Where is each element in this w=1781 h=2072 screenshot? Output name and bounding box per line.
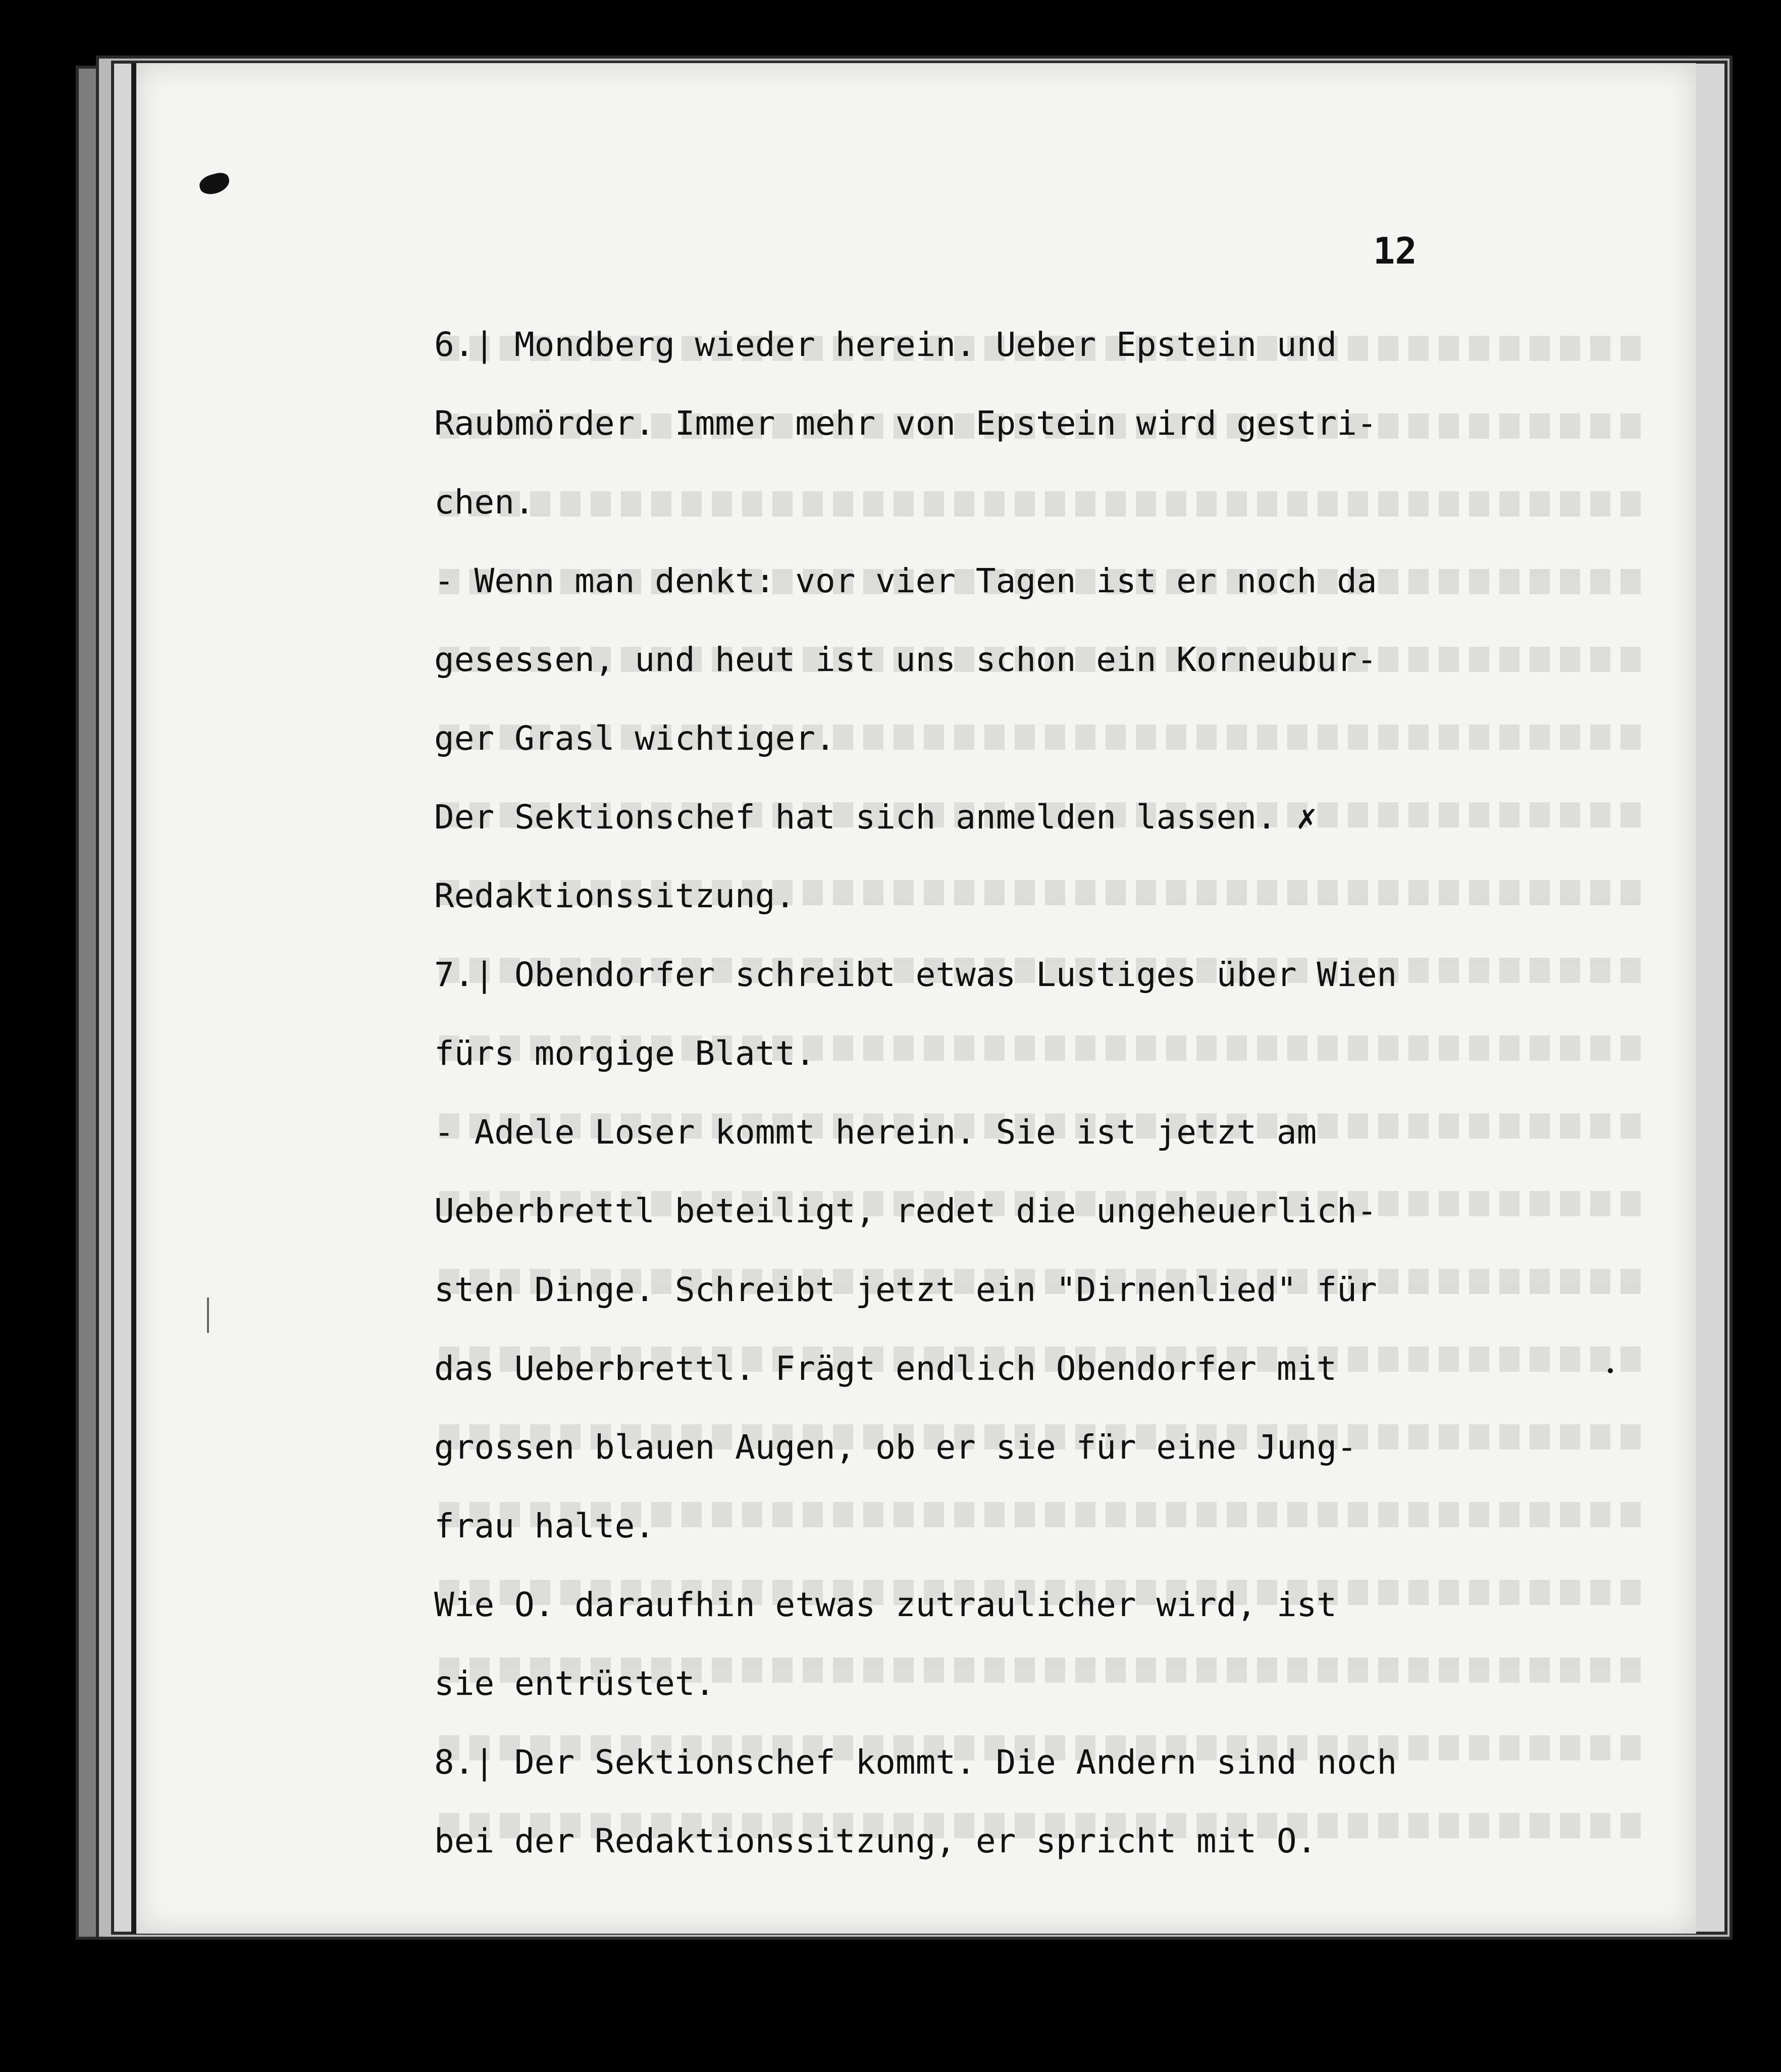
text-line: frau halte.: [434, 1507, 655, 1545]
text-line: chen.: [434, 483, 535, 522]
text-line: 7.| Obendorfer schreibt etwas Lustiges über Wien: [434, 955, 1397, 994]
text-line: sie entrüstet.: [434, 1664, 715, 1703]
text-line: ger Grasl wichtiger.: [434, 719, 835, 758]
text-line: das Ueberbrettl. Frägt endlich Obendorfer mit: [434, 1349, 1337, 1388]
text-line: - Adele Loser kommt herein. Sie ist jetzt am: [434, 1113, 1317, 1152]
text-line: fürs morgige Blatt.: [434, 1034, 815, 1073]
text-line: - Wenn man denkt: vor vier Tagen ist er noch da: [434, 561, 1377, 600]
text-line: 6.| Mondberg wieder herein. Ueber Epstein und: [434, 325, 1337, 364]
text-line: Der Sektionschef hat sich anmelden lassen. ✗: [434, 798, 1317, 837]
text-line: 8.| Der Sektionschef kommt. Die Andern sind noch: [434, 1743, 1397, 1782]
ink-dot: [1608, 1368, 1613, 1373]
text-line: bei der Redaktionssitzung, er spricht mit O.: [434, 1822, 1317, 1860]
page-number: 12: [1373, 230, 1417, 272]
text-line: Wie O. daraufhin etwas zutraulicher wird, ist: [434, 1585, 1337, 1624]
text-line: Redaktionssitzung.: [434, 876, 796, 915]
text-line: grossen blauen Augen, ob er sie für eine Jung-: [434, 1428, 1357, 1467]
text-line: sten Dinge. Schreibt jetzt ein "Dirnenlied" für: [434, 1270, 1377, 1309]
pencil-mark: [207, 1298, 209, 1333]
text-line: Raubmörder. Immer mehr von Epstein wird gestri-: [434, 404, 1377, 443]
text-line: Ueberbrettl beteiligt, redet die ungeheuerlich-: [434, 1192, 1377, 1230]
text-line: gesessen, und heut ist uns schon ein Korneubur-: [434, 640, 1377, 679]
body-text: [434, 305, 1595, 1881]
